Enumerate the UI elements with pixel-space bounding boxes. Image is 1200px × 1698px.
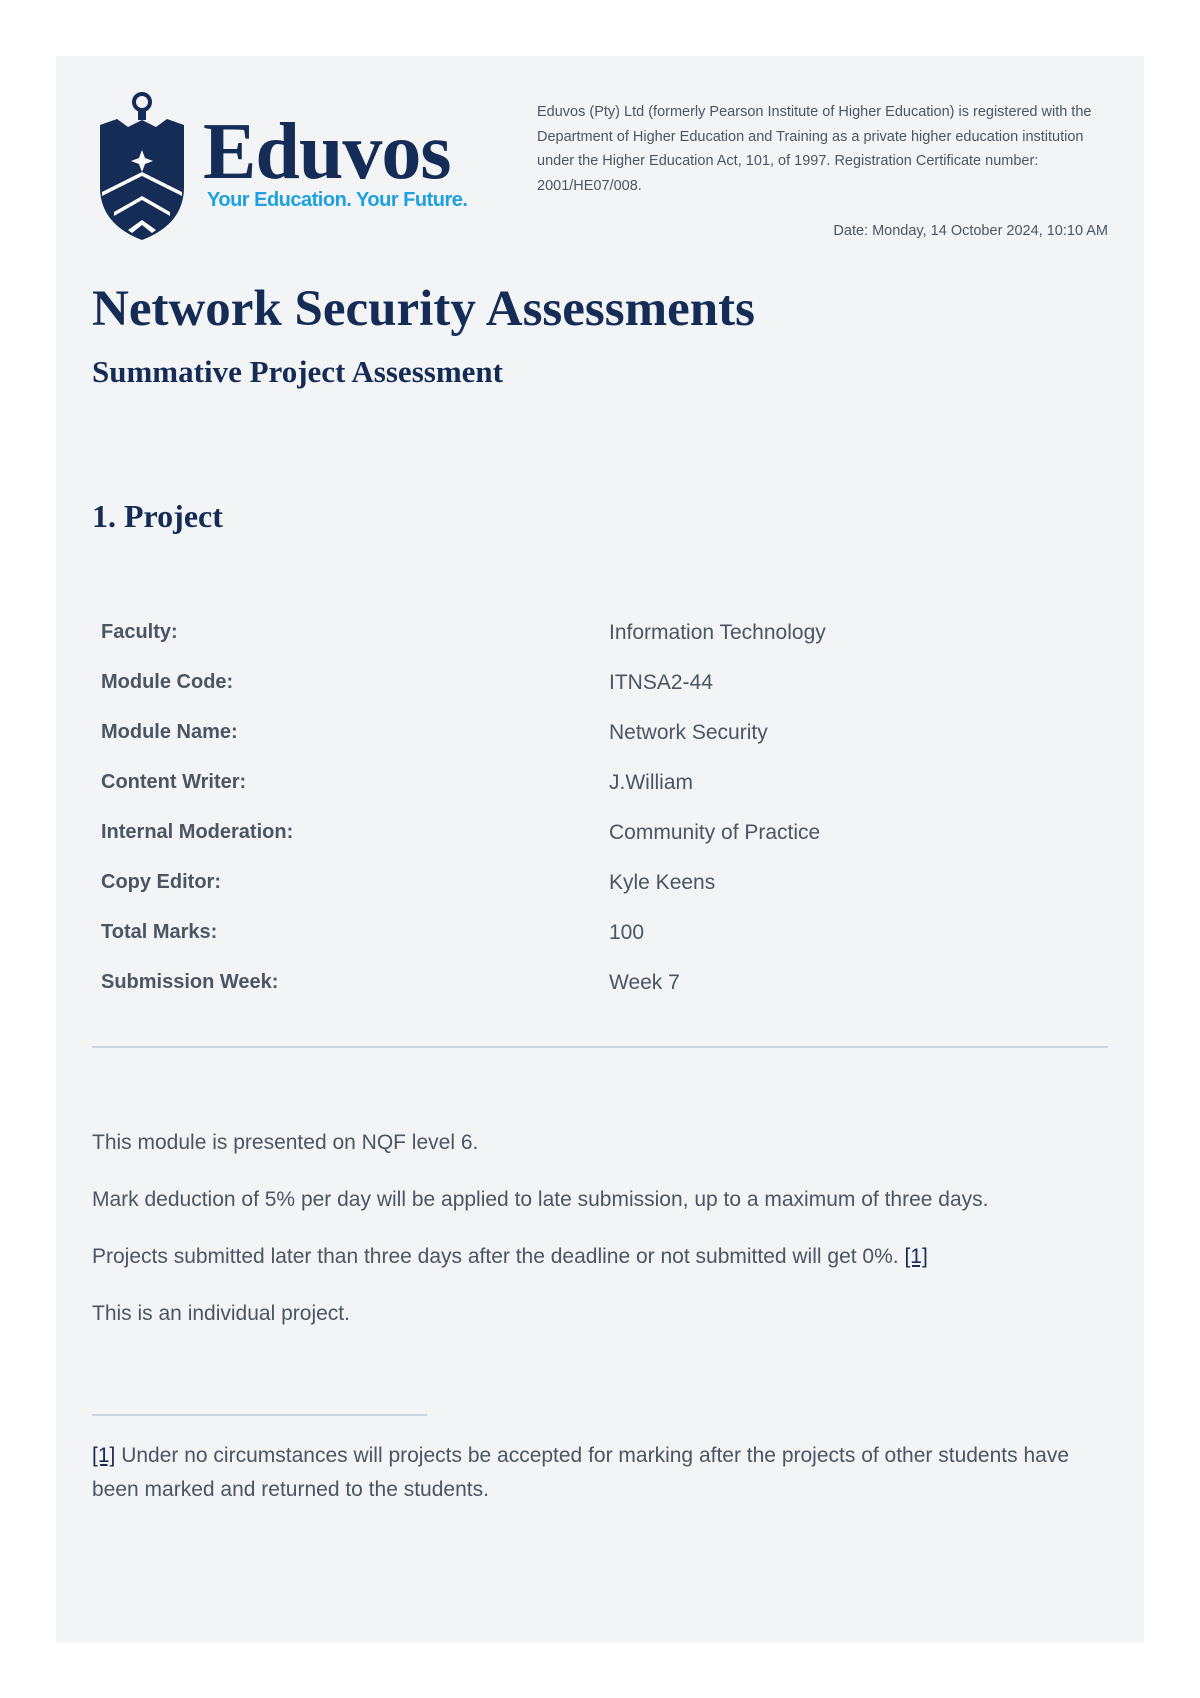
document-date: Date: Monday, 14 October 2024, 10:10 AM [833,223,1108,239]
logo-tagline: Your Education. Your Future. [207,189,468,211]
page-subtitle: Summative Project Assessment [92,354,503,389]
section-heading-project: 1. Project [92,498,223,534]
details-label: Copy Editor: [101,871,221,893]
details-row-content-writer [92,771,1108,821]
details-value: Network Security [609,721,768,744]
details-row-faculty [92,621,1108,671]
details-value: Community of Practice [609,821,821,844]
details-row-module-code [92,671,1108,721]
details-value: Week 7 [609,971,680,994]
footnote-divider [92,1414,427,1416]
details-label: Module Name: [101,721,238,743]
details-value: Kyle Keens [609,871,716,894]
registration-notice: Eduvos (Pty) Ltd (formerly Pearson Institute of Higher Education) is registered with the Department of Higher Education and Training as a private higher education institution under the Higher Education Act, 101, of 1997. Registration Certificate number: 2001/HE07/008. [537,104,1092,194]
details-label: Module Code: [101,671,234,693]
logo-wordmark: Eduvos [203,108,451,196]
details-row-submission-week [92,971,1108,1021]
details-row-copy-editor [92,871,1108,921]
details-value: ITNSA2-44 [609,671,713,694]
details-row-total-marks [92,921,1108,971]
details-label: Content Writer: [101,771,247,793]
late-submission-paragraph [92,1245,928,1269]
shield-crest-icon [92,92,192,242]
details-row-module-name [92,721,1108,771]
nqf-paragraph: This module is presented on NQF level 6. [92,1131,479,1154]
footnote [92,1439,1092,1507]
footnote-backlink[interactable]: [1] [92,1444,116,1467]
details-value: 100 [609,921,645,944]
details-label: Submission Week: [101,971,279,993]
module-details-table [92,621,1108,1021]
details-label: Total Marks: [101,921,218,943]
details-value: J.William [609,771,693,794]
page-title: Network Security Assessments [92,281,755,337]
deduction-paragraph: Mark deduction of 5% per day will be applied to late submission, up to a maximum of three days. [92,1188,989,1211]
details-label: Internal Moderation: [101,821,294,843]
footnote-text: Under no circumstances will projects be accepted for marking after the projects of other students have been marked and returned to the students. [92,1444,1069,1501]
details-label: Faculty: [101,621,178,643]
details-value: Information Technology [609,621,826,644]
document-page [56,56,1144,1642]
details-row-internal-moderation [92,821,1108,871]
section-divider [92,1046,1108,1048]
eduvos-logo [92,92,492,242]
individual-paragraph: This is an individual project. [92,1302,350,1325]
footnote-reference-link[interactable]: [1] [904,1245,928,1268]
late-submission-text: Projects submitted later than three days after the deadline or not submitted will get 0%. [92,1245,899,1268]
